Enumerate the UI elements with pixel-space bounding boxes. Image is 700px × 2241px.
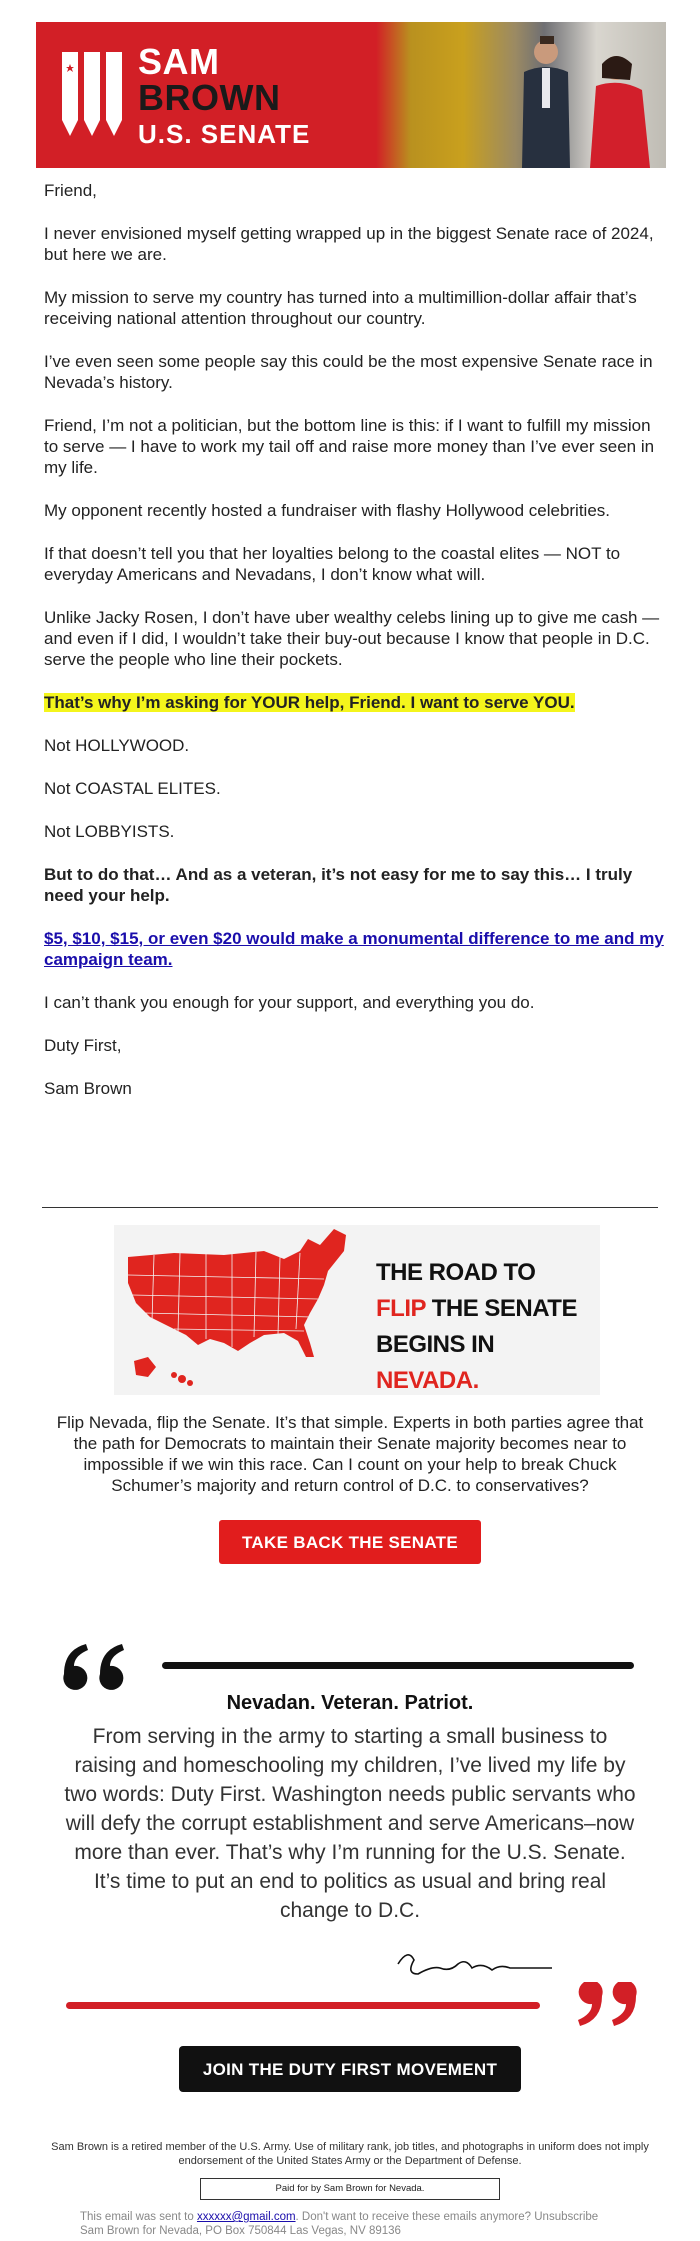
sent-to-line: This email was sent to xxxxxx@gmail.com. Don't want to receive these emails anymore? Unsubscribe bbox=[80, 2211, 599, 2223]
paragraph-4: Friend, I’m not a politician, but the bottom line is this: if I want to fulfill my mission to serve — I have to work my tail off and raise more money than I’ve ever seen in my life. bbox=[44, 416, 655, 477]
us-map-icon bbox=[114, 1225, 374, 1395]
headline-line1: THE ROAD TO bbox=[376, 1259, 536, 1286]
logo-text-brown: BROWN bbox=[138, 77, 281, 118]
paragraph-5: My opponent recently hosted a fundraiser with flashy Hollywood celebrities. bbox=[44, 501, 611, 520]
logo-text-sam: SAM bbox=[138, 41, 220, 82]
signoff: Duty First, bbox=[44, 1036, 122, 1055]
not-lobbyists: Not LOBBYISTS. bbox=[44, 822, 175, 841]
not-coastal-elites: Not COASTAL ELITES. bbox=[44, 779, 221, 798]
campaign-logo-icon bbox=[58, 48, 130, 144]
quote-body: From serving in the army to starting a small business to raising and homeschooling my children, I’ve lived my life by two words: Duty First. Washington needs public servants who will defy the corrupt establishment and serve Americans–now more than ever. That’s why I’m running for the U.S. Senate. It’s time to put an end to politics as usual and bring real change to D.C. bbox=[64, 1725, 636, 1922]
open-quote-icon bbox=[60, 1640, 130, 1692]
thanks-paragraph: I can’t thank you enough for your support, and everything you do. bbox=[44, 993, 535, 1012]
paragraph-6: If that doesn’t tell you that her loyalties belong to the coastal elites — NOT to everyday Americans and Nevadans, I don’t know what will. bbox=[44, 544, 621, 584]
logo-text-senate: U.S. SENATE bbox=[138, 119, 311, 149]
paragraph-7: Unlike Jacky Rosen, I don’t have uber wealthy celebs lining up to give me cash — and even if I did, I wouldn’t take their buy-out because I know that people in D.C. serve the people who line their pockets. bbox=[44, 608, 660, 669]
close-quote-icon bbox=[574, 1982, 640, 2030]
greeting: Friend, bbox=[44, 181, 97, 200]
quote-title: Nevadan. Veteran. Patriot. bbox=[226, 1692, 474, 1714]
highlighted-text: That’s why I’m asking for YOUR help, Friend. I want to serve YOU. bbox=[44, 693, 575, 712]
flip-paragraph: Flip Nevada, flip the Senate. It’s that simple. Experts in both parties agree that the path for Democrats to maintain their Senate majority becomes near to impossible if we win this race. Can I count on your help to break Chuck Schumer’s majority and return control of D.C. to conservatives? bbox=[56, 1413, 644, 1495]
letter-body bbox=[36, 180, 666, 1099]
header-banner bbox=[36, 22, 666, 168]
paid-for-box: Paid for by Sam Brown for Nevada. bbox=[200, 2178, 500, 2200]
take-back-senate-button[interactable]: TAKE BACK THE SENATE bbox=[219, 1520, 481, 1564]
paragraph-3: I’ve even seen some people say this could be the most expensive Senate race in Nevada’s history. bbox=[44, 352, 653, 392]
signature-icon bbox=[388, 1944, 556, 1984]
flip-senate-headline bbox=[376, 1255, 600, 1399]
spouse-figure bbox=[586, 50, 656, 168]
quote-rule-top bbox=[162, 1662, 634, 1669]
section-divider bbox=[42, 1207, 658, 1208]
quote-rule-bottom bbox=[66, 2002, 540, 2009]
military-disclaimer: Sam Brown is a retired member of the U.S. Army. Use of military rank, job titles, and photographs in uniform does not imply endorsement of the United States Army or the Department of Defense. bbox=[51, 2141, 649, 2167]
flip-senate-banner[interactable] bbox=[114, 1225, 600, 1395]
not-hollywood: Not HOLLYWOOD. bbox=[44, 736, 190, 755]
join-duty-first-button[interactable]: JOIN THE DUTY FIRST MOVEMENT bbox=[179, 2046, 521, 2092]
unsubscribe-text[interactable]: . Don't want to receive these emails anymore? Unsubscribe bbox=[295, 2211, 599, 2223]
headline-line2: FLIP THE SENATE bbox=[376, 1295, 577, 1322]
paragraph-2: My mission to serve my country has turned into a multimillion-dollar affair that’s receiving national attention throughout our country. bbox=[44, 288, 637, 328]
email-footer bbox=[80, 2210, 640, 2238]
candidate-figure bbox=[516, 32, 574, 168]
paragraph-1: I never envisioned myself getting wrapped up in the biggest Senate race of 2024, but here we are. bbox=[44, 224, 654, 264]
highlight-paragraph bbox=[44, 692, 666, 713]
donate-link[interactable]: $5, $10, $15, or even $20 would make a monumental difference to me and my campaign team. bbox=[44, 929, 664, 969]
bold-ask: But to do that… And as a veteran, it’s not easy for me to say this… I truly need your help. bbox=[44, 865, 633, 905]
recipient-email-link[interactable]: xxxxxx@gmail.com bbox=[196, 2211, 296, 2223]
donate-link-paragraph bbox=[44, 928, 666, 970]
headline-line3: BEGINS IN NEVADA. bbox=[376, 1331, 495, 1394]
mailing-address: Sam Brown for Nevada, PO Box 750844 Las Vegas, NV 89136 bbox=[80, 2225, 401, 2237]
email-container bbox=[36, 22, 666, 1121]
signature-name: Sam Brown bbox=[44, 1079, 132, 1098]
